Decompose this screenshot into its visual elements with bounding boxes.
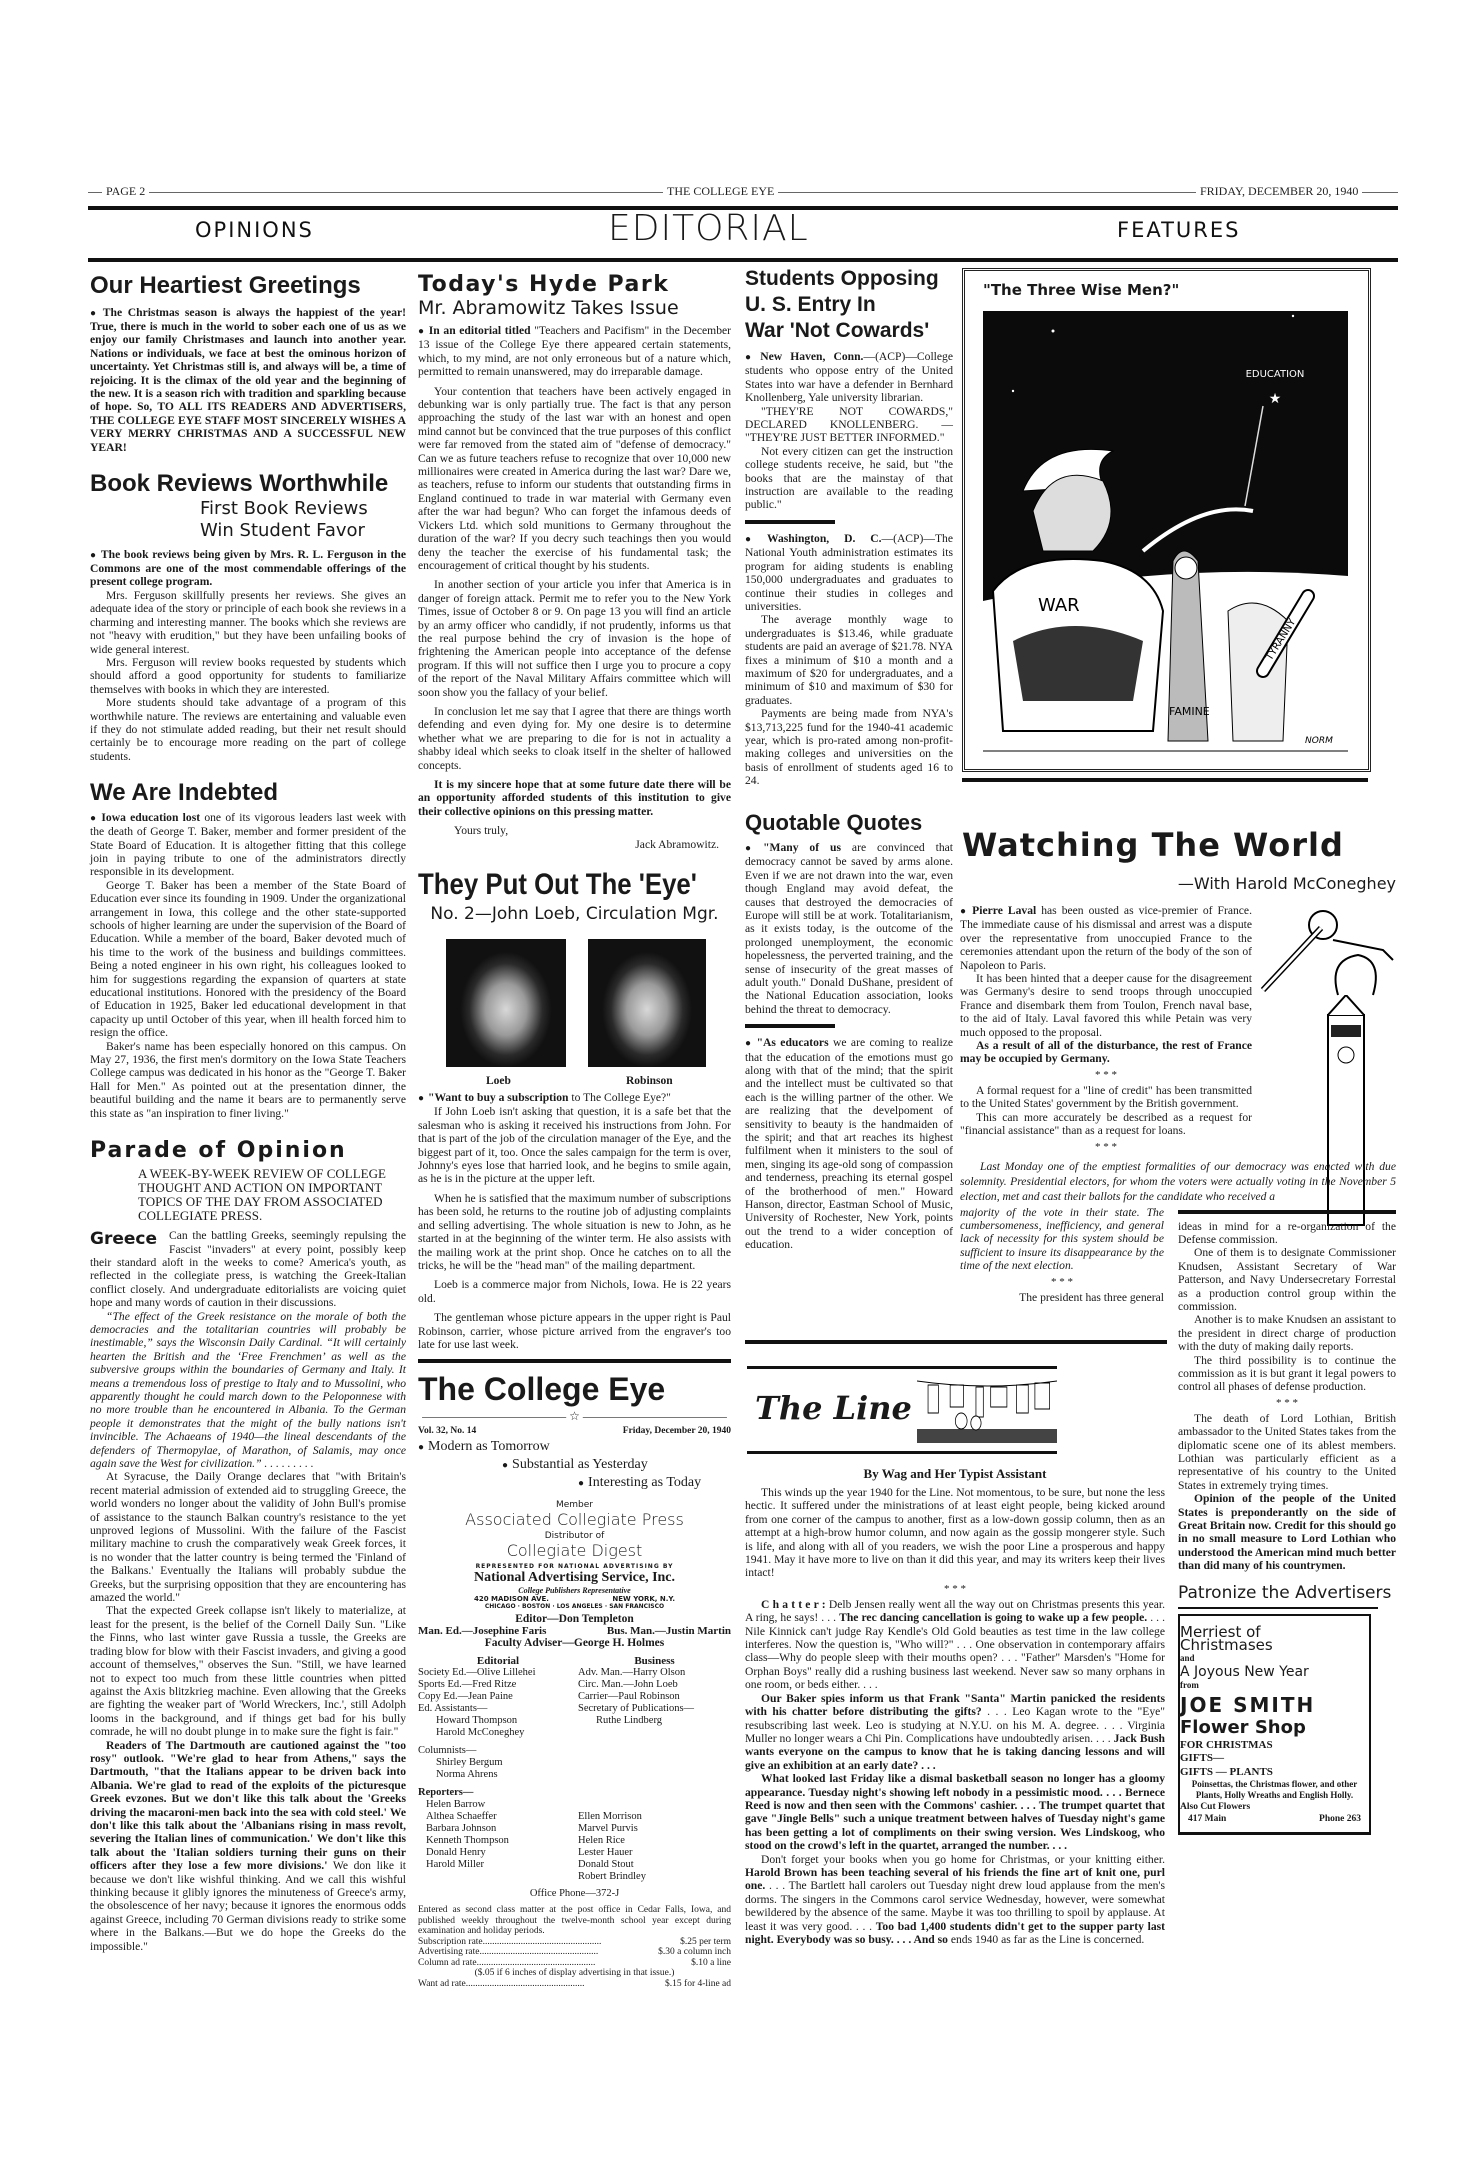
paragraph: "THEY'RE NOT COWARDS," DECLARED KNOLLENBERG. — "THEY'RE JUST BETTER INFORMED." [745,404,953,445]
nas-tagline: College Publishers Representative [518,1586,631,1596]
rate-label: Want ad rate [418,1978,466,1989]
ad-shop-type: Flower Shop [1180,1716,1306,1738]
staff-name: Norma Ahrens [436,1769,498,1781]
paragraph: Another is to make Knudsen an assistant to the president in direct charge of production with the duty of making daily reports. [1178,1313,1396,1354]
paragraph [418,1311,731,1351]
staff-name: Robert Brindley [578,1871,646,1883]
paragraph: This can more accurately be described as a request for "financial assistance" than as a request for loans. [960,1110,1252,1138]
text: we are coming to realize that the education of the emotions must go along with that of the mind; that the spirit and the intellect must be cultivated so that each is the willing partner of the other. We are realizing that the develpoment of sensitivity to beauty is the handmaiden of the spirit; and that art reaches its highest fulfilment when it ministers to the soul of men, singing its age-old song of compassion and tenderness, preaching its eternal gospel of the brotherhood of men." Howard Hanson, director, Eastman School of Music, University of Rochester, New York, points out the trend to a wider conception of education. [745,1036,953,1252]
electors-paragraph: Last Monday one of the emptiest formalities of our democracy was enacted with due solemnity. Presidential electors, for whom the voters were actually voting in the November 5 election, met and cast their ballots for the candidate who received a [960,1159,1396,1203]
paper-name: THE COLLEGE EYE [663,184,778,199]
watching-defense [1178,1220,1396,1394]
nas-city: NEW YORK, N.Y. [612,1595,675,1604]
article-watching-defense [1178,1206,1396,1836]
cartoon-title: "The Three Wise Men?" [983,281,1180,299]
text: Your contention that teachers have been actively engaged in debunking war is only partially true. The fact is that any person approaching the study of the last war with an honest and open mind cannot but be convinced that the true purposes of this conflict were far removed from the stated aim of "defense of democracy." Can we as future teachers refuse to recognize that over 10,000 new millionaires were created in America during the last war? Dare we, as teachers, refuse to inform our students that outstanding firms in England continued to trade in war material with Germany even after the war had begun? Who can forget the infamous deeds of Vickers Ltd. which sold munitions to Germany throughout the duration of the war? If you decry such teachings then you would deny the teacher the exercise of his fundamental task; the encouragement of critical thought by his students. [418,384,731,572]
the-line-chatter [745,1598,1165,1947]
cartoonist-signature: NORM [1305,736,1333,746]
ad-line: Also Cut Flowers [1180,1801,1251,1812]
text: Don't forget your books when you go home for Christmas, or your knitting either. [761,1852,1165,1866]
headline-greetings: Our Heartiest Greetings [90,272,361,299]
nas-address: 420 MADISON AVE. [474,1595,549,1604]
clothesline-illustration [917,1373,1057,1445]
ad-line: GIFTS— [1180,1752,1225,1765]
paragraph [745,1853,1165,1947]
article-hyde-park [418,324,731,818]
paragraph: That the expected Greek collapse isn't likely to materialize, at least for the present, is the belief of the Cornell Daily Sun. "Like the Finns, who last winter gave Russia a tussle, the Greeks are trading blow for blow with their Fascist invaders, and giving a good account of themselves," observes the Sun. "Still, we have learned not to expect too much from these little countries when pitted against the Axis blitzkrieg machine. Even allowing that the Greeks are fighting the weaker part of 'World Wreckers, Inc.', still Adolph looms in the background, and if things get bad for his bully comrade, he will no doubt plunge in to make sure the fight is fair." [90,1604,406,1739]
text: to The College Eye?" [568,1091,671,1105]
page-number: PAGE 2 [102,184,149,199]
issue-date: FRIDAY, DECEMBER 20, 1940 [1196,184,1362,199]
paragraph [90,1739,406,1954]
managing-editor: Man. Ed.—Josephine Faris [418,1625,547,1638]
ad-line: FOR CHRISTMAS [1180,1738,1273,1751]
italic-text: “The effect of the Greek resistance on the morale of both the democracies and the totalitarian countries will probably be inestimable,” says the Wisconsin Daily Cardinal. “It will certainly hearten the British and the ‘Free Frenchmen’ as well as the subversive groups within the boundaries of Germany and Italy. It means a tremendous loss of prestige to Italy and to Mussolini, who apparently thought he could march down to the Peloponnese with no more trouble than he encountered in Albania. To the German people it demonstrates that the might of the bully nations isn't invincible. The Achaeans of 1940—the lineal descendants of the defenders of Thermopylae, of Marathon, of Salamis, may once again save the West for civilization.” . . . . . . . . . [90,1309,406,1470]
staff-name: Copy Ed.—Jean Paine [418,1691,513,1703]
reporters-list-right [578,1811,731,1883]
text: ideas in mind for a re-organization of the Defense commission. [1178,1219,1396,1246]
subheadline-hyde-park: Mr. Abramowitz Takes Issue [418,297,679,319]
staff-name: Carrier—Paul Robinson [578,1691,680,1703]
entry-notice: Entered as second class matter at the post office in Cedar Falls, Iowa, and published weekly throughout the twelve-month school year except during examination and holiday periods. [418,1905,731,1937]
staff-name: Marvel Purvis [578,1823,638,1835]
byline-the-line: By Wag and Her Typist Assistant [863,1466,1047,1481]
bold-text: Readers of The Dartmouth are cautioned against the "too rosy" outlook. "We're glad to hear from Athens," says the Dartmouth, "that the Italians appear to be driven back into Albania. We're glad to read of the exploits of the picturesque Greek evzones. But we don't like this talk about the 'Greeks driving the macaroni-men back into the sea with cold steel.' We don't like this talk about the 'Albanians rising in mass revolt, severing the Italian lines of communication.' We don't like this talk about the 'Italian soldiers turning their guns on their officers after they lose a few more divisions.' [90,1738,406,1873]
staff-name: Helen Rice [578,1835,625,1847]
paragraph: More students should take advantage of a program of this worthwhile nature. The reviews are entertaining and valuable even if they do not stimulate added reading, but their net result should certainly be to encourage more reading on the part of college students. [90,696,406,763]
the-line-section [745,1340,1167,1946]
editorial-cartoon [962,268,1371,772]
separator: * * * [1095,1068,1117,1081]
subheadline-2: Win Student Favor [200,519,365,541]
the-line-intro [745,1486,1165,1580]
column-2 [418,272,731,1989]
paragraph: The third possibility is to continue the commission as it is but grant it legal powers to control all phases of defense production. [1178,1353,1396,1394]
paragraph [745,1598,1165,1692]
paragraph [745,532,953,613]
bold-text: Harold Brown has been teaching several of his friends the fine art of knit one, purl one. [745,1865,1165,1893]
headline-put-out-eye: They Put Out The 'Eye' [418,868,697,902]
text: ends 1940 as far as the Line is concerned. [947,1933,1145,1946]
caption-loeb: Loeb [486,1075,511,1088]
paragraph [418,705,731,772]
paragraph [418,324,731,379]
article-parade [90,1310,406,1954]
staff-name: Barbara Johnson [426,1823,497,1835]
ad-address: 417 Main [1188,1814,1227,1825]
text: —(ACP)—College students who oppose entry of the United States into war have a defender in Bernhard Knollenberg, Yale university librarian. [745,350,953,405]
paragraph [1178,1492,1396,1572]
rate-value: $.10 a line [691,1957,731,1968]
cartoon-illustration [983,311,1348,756]
paragraph [418,1192,731,1272]
ad-line: and [1180,1653,1195,1664]
article-watching-electors-cont [960,1206,1164,1304]
divider [745,1340,1167,1344]
bold-text: New Haven, Conn. [760,350,864,363]
column-3 [745,266,953,1252]
text: Loeb is a commerce major from Nichols, Iowa. He is 22 years old. [418,1278,731,1305]
separator: * * * [1095,1140,1117,1153]
staff-name: Sports Ed.—Fred Ritze [418,1679,517,1691]
text: . . . Leo Kagan wrote to the "Eye" resubscribing last week. Leo is studying at N.Y.U. on his M. A. degree. . . . Virginia Muller no longer wears a Chi Pin. Complications have undoubtedly arisen. . . . [745,1705,1165,1745]
article-indebted [90,811,406,1120]
bullet-icon: ● [90,549,97,561]
motto: Interesting as Today [588,1475,702,1491]
bold-text: C h a t t e r : [761,1597,826,1611]
headline-line: U. S. Entry In [745,293,876,316]
headline-book-reviews: Book Reviews Worthwhile [90,470,389,498]
advertisement-joe-smith [1178,1614,1371,1836]
article-students-opposing [745,350,953,512]
watching-laval [960,904,1252,1066]
article-nya [745,532,953,788]
staff-name: Shirley Bergum [436,1757,503,1769]
paragraph: Payments are being made from NYA's $13,713,225 fund for the 1940-41 academic year, which is pro-rated among non-profit-making colleges and universities on the basis of enrollment of students aged 16 to 24. [745,707,953,788]
ad-line: Christmases [1180,1636,1273,1655]
nas-branches: CHICAGO · BOSTON · LOS ANGELES · SAN FRANCISCO [484,1603,665,1611]
text: In conclusion let me say that I agree that there are things worth defending and even dying for. My one desire is to determine whether what we are preparing to die for is not in actuality a shabby ideal which seeks to cloak itself in the shelter of hallowed concepts. [418,704,731,772]
motto: Substantial as Yesterday [512,1457,648,1473]
headline-hyde-park: Today's Hyde Park [418,272,670,297]
acp-logo: Associated Collegiate Press [465,1510,684,1530]
staff-name: Ruthe Lindberg [596,1715,663,1727]
headline-quotable: Quotable Quotes [745,809,923,835]
volume-number: Vol. 32, No. 14 [418,1426,477,1437]
rate-label: Column ad rate [418,1957,477,1968]
paragraph [1178,1220,1396,1247]
divider [745,1024,835,1028]
bullet-icon: ● [745,1038,753,1050]
rate-label: Subscription rate [418,1936,483,1947]
editor: Editor—Don Templeton [515,1613,634,1626]
business-staff-list [578,1667,731,1727]
faculty-adviser: Faculty Adviser—George H. Holmes [484,1637,665,1650]
divider [88,258,1398,262]
staff-name: Circ. Man.—John Loeb [578,1679,678,1691]
columnists-list [418,1757,578,1781]
digest-logo: Collegiate Digest [506,1541,643,1561]
photo-robinson [588,939,706,1067]
paragraph [90,306,406,454]
column-1 [90,272,406,1953]
bullet-icon: ● [418,1442,425,1454]
paragraph: It has been hinted that a deeper cause for the disagreement was Germany's desire to send troops through unoccupied France and disembark them from Toulon, French naval base, to the aid of Italy. Laval favored this while Petain was very much opposed to the proposal. [960,972,1252,1039]
paragraph [418,778,731,818]
bullet-icon: ● [745,842,760,854]
watching-lothian [1178,1412,1396,1573]
paragraph: The death of Lord Lothian, British ambassador to the United States takes from the diplomatic scene one of its ablest members. Lothian was particularly efficient as a representative of his country to the United States in extremely trying times. [1178,1411,1396,1492]
bold-text: Our Baker spies inform us that Frank "Santa" Martin panicked the residents with his chatter before distributing the gifts? [745,1691,1165,1719]
rate-value: $.30 a column inch [658,1947,731,1958]
paragraph: A formal request for a "line of credit" has been transmitted to the United States' government by the British government. [960,1083,1252,1111]
president-line: The president has three general [1019,1290,1164,1304]
staff-name: Kenneth Thompson [426,1835,509,1847]
bold-text: Jack Bush wants everyone on the campus to know that he is taking dancing lessons and will give an exhibition at an early date? . . . [745,1731,1165,1772]
paragraph [745,1692,1165,1772]
bullet-icon: ● [578,1478,585,1490]
staff-name: Donald Henry [426,1847,486,1859]
rate-note: ($.05 if 6 inches of display advertising in that issue.) [474,1968,675,1979]
headline-students-opposing [745,266,953,344]
headline-line: War 'Not Cowards' [745,319,930,342]
ad-line: from [1180,1680,1199,1691]
text: are convinced that democracy cannot be saved by arms alone. Even if we are not drawn into the war, even though England may avoid defeat, the causes that destroyed the democracies of Europe will still be at work. Totalitarianism, as it exists today, is the outcome of the prolonged unemployment, the economic hopelessness, the perverted training, and the sense of insecurity of the great masses of adult youth." Donald DuShane, president of the National Education association, looks behind the threat to democracy. [745,840,953,1016]
byline-watching: —With Harold McConeghey [1177,874,1396,893]
paragraph [418,1278,731,1305]
caption-robinson: Robinson [626,1075,673,1088]
headline-indebted: We Are Indebted [90,779,279,807]
bullet-icon: ● [90,812,98,824]
paragraph [418,385,731,573]
page-header [88,184,1398,198]
paragraph: If John Loeb isn't asking that question, it is a safe bet that the salesman who is asking it received his instructions from John. For that is part of the job of the circulation manager of the Eye, and the biggest part of it, too. Once the sales campaign for the term is over, Johnny's eyes lose that harried look, and he begins to smile again, as he is in the picture at the upper left. [418,1105,731,1186]
masthead-date: Friday, December 20, 1940 [622,1426,731,1437]
article-put-out-eye [418,1091,731,1351]
divider [962,778,1368,782]
divider [1178,1607,1378,1609]
the-line-banner [747,1366,1057,1454]
article-greetings [90,306,406,454]
ad-shop-name: JOE SMITH [1180,1692,1316,1717]
star-icon: ★ [1268,392,1282,407]
ad-phone: Phone 263 [1319,1814,1361,1825]
bullet-icon: ● [745,352,757,363]
ad-line: A Joyous New Year [1180,1663,1309,1680]
bold-text: The book reviews being given by Mrs. R. L. Ferguson in the Commons are one of the most commendable offerings of the present college program. [90,547,406,589]
rate-value: $.25 per term [680,1936,731,1947]
paragraph [90,1310,406,1471]
section-opinions: OPINIONS [195,218,314,242]
text: —(ACP)—The National Youth administration estimates its program for aiding students is enabling 150,000 undergraduates and graduates to continue their studies in colleges and universities. [745,531,953,613]
label-tyranny: TYRANNY [1264,617,1299,663]
bullet-icon: ● [502,1460,509,1472]
represented-label: REPRESENTED FOR NATIONAL ADVERTISING BY [475,1563,674,1571]
quote-dushane [745,841,953,1016]
paragraph: This winds up the year 1940 for the Line. Not momentous, to be sure, but none the less hectic. It suffered under the ministrations of at least eight people, being kicked around from one corner of the campus to another, first as a low-down gossip column, then as an attempt at a high-brow humor column, and now again as the gossip mongerer style. Such is life, and along with all of you readers, we wish the poor Line a prosperous and happy 1941. May it have more to live on than it did this year, and may its writers keep their lives intact! [745,1486,1165,1580]
columnists-heading: Columnists— [418,1745,477,1757]
bold-text: Iowa education lost [101,810,201,824]
paragraph [745,1036,953,1252]
staff-name: Society Ed.—Olive Lillehei [418,1667,536,1679]
watching-credit [960,1084,1252,1138]
editorial-heading: Editorial [476,1655,520,1668]
text: "Teachers and Pacifism" in the December 13 issue of the College Eye there appeared certain statements, which, to my mind, are not only erroneous but of a nature which, permitted to remain unanswered, may do irreparable damage. [418,324,732,379]
label-famine: FAMINE [1169,705,1210,718]
reporters-heading: Reporters— [418,1787,474,1799]
star-rule-icon: ———————————— ☆ ———————————— [422,1409,727,1424]
subheadline-put-out-eye: No. 2—John Loeb, Circulation Mgr. [430,904,719,925]
member-label: Member [555,1500,594,1511]
bold-text: What looked last Friday like a dismal basketball season no longer has a gloomy appearance. Tuesday night's showing left nobody in a pessimistic mood. . . . Bernece Reed is now and then seen with the Commons' cashier. . . . [745,1772,1165,1812]
office-phone: Office Phone—372-J [529,1888,620,1900]
bullet-icon: ● [745,533,764,545]
label-war: WAR [1038,595,1080,616]
paragraph: Mrs. Ferguson skillfully presents her reviews. She gives an adequate idea of the story or principle of each book she reviews in a charming and interesting manner. The books which she reviews are not "heavy with erudition," but they have been unfailing books of wide general interest. [90,588,406,656]
paragraph [745,841,953,1016]
masthead-title: The College Eye [418,1371,666,1408]
reporters-list-left [418,1799,578,1871]
paragraph: George T. Baker has been a member of the State Board of Education ever since its founding in 1909. Under the organizational arrangement in Iowa, this college and the other state-supported schools of higher learning are under the supervision of the Board of Education. While a member of the board, Baker devoted much of his time to the work of the business and buildings committees. Being a noted engineer in his own right, his colleagues looked to him for suggestions regarding the expansion of quarters at state educational institutions. Honored with the presidency of the Board of Education in 1925, Baker led educational development in that capacity up until October of this year, when ill health forced him to resign the office. [90,878,406,1040]
photo-loeb [446,939,566,1067]
staff-name: Althea Schaeffer [426,1811,497,1823]
distributor-label: Distributor of [544,1531,605,1542]
paragraph: Mrs. Ferguson will review books requested by students which should afford a good opportunity for students to familiarize themselves with books in which they are interested. [90,655,406,696]
headline-watching: Watching The World [962,826,1344,864]
text: . . . Nile Kinnick can't judge Ray Kendle's Old Gold beauties as test time in the law college interferes. Now the question is, "Who will?" . . . One observation in contemporary affairs class—Why do people sleep with their mouths open? . . . "Father" Marsden's "Home for Orphan Boys" really did a rushing business last weekend. Never saw so many orphans in one room, or beds either. . . . [745,1611,1166,1692]
business-heading: Business [634,1655,675,1668]
staff-name: Adv. Man.—Harry Olson [578,1667,686,1679]
separator: * * * [1051,1275,1073,1288]
text: one of its vigorous leaders last week with the death of George T. Baker, member and former president of the State Board of Education. It is altogether fitting that this college join in paying tribute to one of the administrators directly responsible in its development. [90,810,406,879]
paragraph [960,1039,1252,1066]
article-book-reviews [90,548,406,764]
patronize-heading: Patronize the Advertisers [1178,1582,1392,1603]
separator: * * * [944,1582,966,1595]
article-the-line [745,1486,1165,1946]
text: has been ousted as vice-premier of France. The immediate cause of his dismissal and arrest was a dispute over the representative from unoccupied France to the ceremonies attendant upon the return of the body of the son of Napoleon to Paris. [960,904,1252,972]
staff-name: Ellen Morrison [578,1811,642,1823]
letter-signature: Jack Abramowitz. [635,837,719,851]
bold-text: The Christmas season is always the happiest of the year! True, there is much in the world to sober each one of us as we enjoy our family Christmases and launch into another year. Nations or individuals, we face at best the ominous horizon of uncertainty. Yet Christmas still is, and always will be, a time of rejoicing. It is the climax of the old year and the beginning of the new. It is a season rich with tradition and sparkling because of hope. So, TO ALL ITS READERS AND ADVERTISERS, THE COLLEGE EYE STAFF MOST SINCERELY WISHES A VERY MERRY CHRISTMAS AND A SUCCESSFUL NEW YEAR! [90,305,406,454]
divider [418,1359,731,1363]
bold-text: It is my sincere hope that at some future date there will be an opportunity afforded students of this institution to give their collective opinions on this pressing matter. [418,778,731,818]
ad-line: GIFTS — PLANTS [1180,1765,1273,1778]
rate-label: Advertising rate [418,1947,480,1958]
bold-text: As a result of all of the disturbance, the rest of France may be occupied by Germany. [960,1039,1252,1066]
headline-line: Students Opposing [745,267,939,290]
paragraph [745,1772,1165,1852]
paragraph [960,904,1252,972]
paragraph [90,548,406,589]
topic-greece: Greece [90,1229,158,1250]
separator: * * * [1276,1396,1298,1409]
bold-text: In an editorial titled [428,324,531,337]
bold-text: The rec dancing cancellation is going to wake up a few people. [839,1611,1148,1625]
bold-text: Opinion of the people of the United States is preponderantly on the side of Great Britain now. Credit for this should go in no small measure to Lord Lothian who understood the American mind much better than did many of his countrymen. [1178,1492,1396,1573]
electors-paragraph-cont: majority of the vote in their state. The cumbersomeness, inefficiency, and general lack of necessity for this system should be sufficient to insure its disappearance by the time of the next election. [960,1205,1164,1273]
staff-name: Helen Barrow [426,1799,486,1811]
bold-text: Washington, D. C. [767,531,882,545]
paragraph: Not every citizen can get the instruction college students receive, he said, but "the books that are the mainstay of that instruction are available to the reading public." [745,444,953,512]
parade-lead: Can the battling Greeks, seemingly repulsing the Fascist "invaders" at every point, possibly keep their standard aloft in the weeks to come? America's youth, as reflected in the collegiate press, is watching the Greek-Italian conflict closely. And undergraduate editorialists are voicing quiet hope and many words of caution in their discussions. [90,1229,406,1310]
staff-name: Harold Miller [426,1859,485,1871]
bold-text: "Want to buy a subscription [428,1091,569,1105]
text: Delb Jensen really went all the way out on Christmas presents this year. A ring, he says! . . . [745,1597,1166,1625]
bold-text: Too bad 1,400 students didn't get to the supper party last night. Everybody was so busy. . . . And so [745,1919,1165,1946]
the-line-logo: The Line [755,1389,912,1427]
paragraph [418,1091,731,1105]
section-editorial: EDITORIAL [608,208,809,249]
paragraph [745,350,953,405]
headline-parade: Parade of Opinion [90,1138,347,1164]
bullet-icon: ● [418,1093,425,1105]
parade-deck: A WEEK-BY-WEEK REVIEW OF COLLEGE THOUGHT AND ACTION ON IMPORTANT TOPICS OF THE DAY FROM ASSOCIATED COLLEGIATE PRESS. [138,1166,386,1224]
divider [1178,1210,1396,1214]
paragraph: The average monthly wage to undergraduates is $13.46, while graduate students are paid an average of $21.78. NYA fixes a minimum of $10 a month and a maximum of $20 for undergraduates, and a minimum of $10 and maximum of $30 for graduates. [745,613,953,707]
paragraph [418,578,731,699]
bold-text: Pierre Laval [972,904,1037,917]
bold-text: The trumpet quartet that gave "Jingle Bells" such a unique treatment between halves of Tuesday night's game has been getting a lot of compliments on their swing version. Wes Lindskoog, who stood on the crowd's left in the quartet, arranged the number. . . . [745,1798,1165,1853]
paragraph: One of them is to designate Commissioner Knudsen, Assistant Secretary of War Patterson, and Navy Undersecretary Forrestal as a production control group within the commission. [1178,1246,1396,1313]
text: The gentleman whose picture appears in the upper right is Paul Robinson, carrier, whose picture arrived from the engraver's too late for use last week. [418,1311,731,1351]
paragraph: At Syracuse, the Daily Orange declares that "with Britain's recent material admission of extended aid to struggling Greece, the world wonders no longer about the validity of John Bull's promise of assistance to the staunch Balkan country's resistance to the yet unproved legions of Mussolini. With the failure of the Fascist military machine to crush the comparatively weak Greek forces, it is no wonder that the latter country is being termed the 'Finland of the Balkans.' Eventually the Italians will probably subdue the Greeks, but the surprising opposition that they are encountering has amazed the world." [90,1470,406,1605]
staff-name: Harold McConeghey [436,1727,525,1739]
masthead [418,1371,731,1989]
business-manager: Bus. Man.—Justin Martin [606,1625,731,1638]
ad-description: Poinsettas, the Christmas flower, and other Plants, Holly Wreaths and English Holly. [1191,1778,1358,1800]
letter-closing: Yours truly, [454,824,509,838]
ad-line: Merriest of [1180,1622,1261,1641]
staff-name: Lester Hauer [578,1847,633,1859]
motto: Modern as Tomorrow [428,1439,550,1455]
divider [745,520,835,524]
rates-list: Subscription rate .................................................. $.25 per term Advertising rate .................................................. $.30 a column inch Column ad rate .................................................. $.10 a line ($.05 if 6 inches of display advertising in that issue.) Want ad rate .................................................. $.15 for 4-line ad [418,1936,731,1989]
bold-text: "Many of us [763,840,841,854]
section-features: FEATURES [1117,218,1241,242]
bullet-icon: ● [960,906,969,917]
bullet-icon: ● [418,326,425,337]
staff-name: Ed. Assistants— [418,1703,488,1715]
quote-hanson [745,1036,953,1252]
staff-name: Donald Stout [578,1859,634,1871]
staff-name: Howard Thompson [436,1715,518,1727]
text: In another section of your article you infer that America is in danger of foreign attack. Permit me to refer you to the New York Times, issue of October 8 or 9. On page 13 you will find an article by an army officer who candidly, if not prudently, informs us that the real purpose behind the cry of invasion is the hope of frightening the American people into acceptance of the defense program. If this will not suffice then I urge you to procure a copy of the report of the Naval Military Affairs committee which will soon show you the fallacy of your belief. [418,578,731,699]
text: . . . The Bartlett hall carolers out Tuesday night drew loud applause from the men's dorms. The singers in the Commons carol service Wednesday, however, were somewhat bewildered by the absence of the same. Maybe it was too thrilling to spoil by applause. At least it was very good. . . . [745,1879,1165,1933]
paragraph: Baker's name has been especially honored on this campus. On May 27, 1936, the first men's dormitory on the Iowa State Teachers College campus was dedicated in his honor as the "George T. Baker Hall for Men." As pointed out at the presentation dinner, the beautiful building and the name it bears are to permanently serve this state as "an inspiration to finer living." [90,1039,406,1120]
staff-name: Secretary of Publications— [578,1703,695,1715]
bullet-icon: ● [90,307,99,319]
paragraph [90,811,406,879]
nas-name: National Advertising Service, Inc. [473,1570,676,1586]
rate-value: $.15 for 4-line ad [665,1978,731,1989]
text: We don like it because we don't like wishful thinking. And we call this wishful thinking because it glibly ignores the minuteness of Greece's army, the obsolescence of her navy; because it ignores the enormous odds against Greece, including 70 German divisions ready to strike some where in the Balkans.—But we do hope the Greeks do the impossible." [90,1859,407,1953]
text: When he is satisfied that the maximum number of subscriptions has been sold, he returns to the routine job of adjusting complaints and selling advertising. The whole situation is new to John, as he started in at the beginning of the winter term. He also assists with the mailing work at the print shop. Once he catches on to all the tricks, he will be the "head man" of the mailing department. [418,1191,731,1272]
label-education: EDUCATION [1245,369,1305,380]
subheadline-1: First Book Reviews [200,497,368,519]
bold-text: "As educators [756,1036,829,1050]
editorial-staff-list [418,1667,578,1739]
